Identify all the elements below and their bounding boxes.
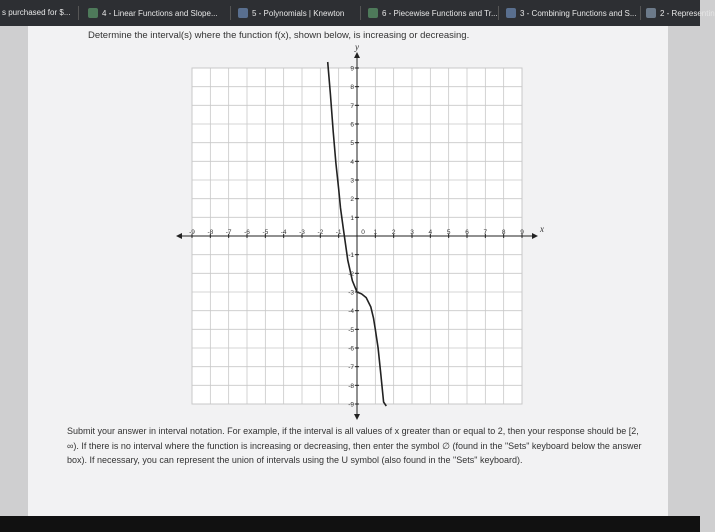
bookmark-label: 6 - Piecewise Functions and Tr...	[382, 8, 498, 18]
x-tick-label: 2	[391, 229, 396, 236]
y-tick-label: 8	[350, 84, 354, 92]
x-tick-label: -6	[244, 229, 250, 236]
x-axis-label: x	[540, 224, 544, 234]
y-axis-arrow-up	[354, 52, 360, 58]
x-tick-label: -2	[317, 229, 324, 236]
y-tick-label: 3	[350, 177, 354, 185]
bottom-bar	[0, 516, 700, 532]
bookmark-label: 3 - Combining Functions and S...	[520, 8, 637, 18]
y-tick-label: -5	[348, 326, 354, 334]
y-tick-label: -6	[348, 345, 354, 353]
y-tick-label: 5	[350, 140, 354, 148]
y-tick-label: 7	[350, 102, 354, 110]
x-tick-label: -3	[299, 229, 305, 236]
y-tick-label: -3	[348, 289, 354, 297]
bookmark-label: 5 - Polynomials | Knewton	[252, 8, 345, 18]
y-axis-label: y	[355, 42, 359, 52]
y-tick-label: -1	[348, 252, 354, 260]
x-tick-label: -1	[335, 229, 342, 236]
x-tick-label: 3	[410, 229, 414, 236]
x-tick-label: 6	[465, 229, 469, 236]
y-tick-label: -2	[348, 270, 354, 278]
y-axis-arrow-down	[354, 414, 360, 420]
bookmark-label: 2 - Representin	[660, 8, 715, 18]
y-tick-label: -8	[348, 382, 354, 390]
y-tick-label: -7	[348, 364, 354, 372]
x-tick-label: 8	[501, 229, 506, 236]
x-tick-label: -9	[189, 229, 195, 236]
y-tick-label: 1	[350, 214, 354, 222]
x-tick-label: 7	[483, 229, 488, 236]
y-tick-label: 6	[350, 121, 354, 129]
y-tick-label: -4	[348, 308, 354, 316]
bookmark-label: s purchased for $...	[2, 8, 71, 17]
x-tick-label: -8	[207, 229, 214, 236]
y-tick-label: 9	[350, 65, 354, 73]
x-axis-arrow-left	[176, 233, 182, 239]
question-prompt: Determine the interval(s) where the function f(x), shown below, is increasing or decreasing.	[88, 30, 470, 41]
x-tick-label: 5	[446, 229, 451, 236]
bookmark-label: 4 - Linear Functions and Slope...	[102, 8, 218, 18]
y-tick-label: -9	[348, 401, 354, 409]
x-tick-label: 4	[428, 229, 433, 236]
x-axis-arrow-right	[532, 233, 538, 239]
x-tick-label: -4	[280, 229, 287, 236]
x-tick-label: -7	[225, 229, 232, 236]
x-tick-label: 0	[361, 229, 365, 236]
y-tick-label: 2	[350, 196, 354, 204]
y-tick-label: 4	[350, 158, 354, 166]
x-tick-label: -5	[262, 229, 269, 236]
x-tick-label: 1	[373, 229, 378, 236]
submit-instructions: Submit your answer in interval notation. For example, if the interval is all values of x greater than or equal to 2, then your response should be [2, ∞). If there is no interval where the function is increasing or decreasing, then enter the symbol ∅ (found in the "Sets" keyboard below the answer box). If necessary, you can represent the union of intervals using the U symbol (also found in the "Sets" keyboard).	[67, 426, 642, 465]
x-tick-label: 9	[520, 229, 524, 236]
